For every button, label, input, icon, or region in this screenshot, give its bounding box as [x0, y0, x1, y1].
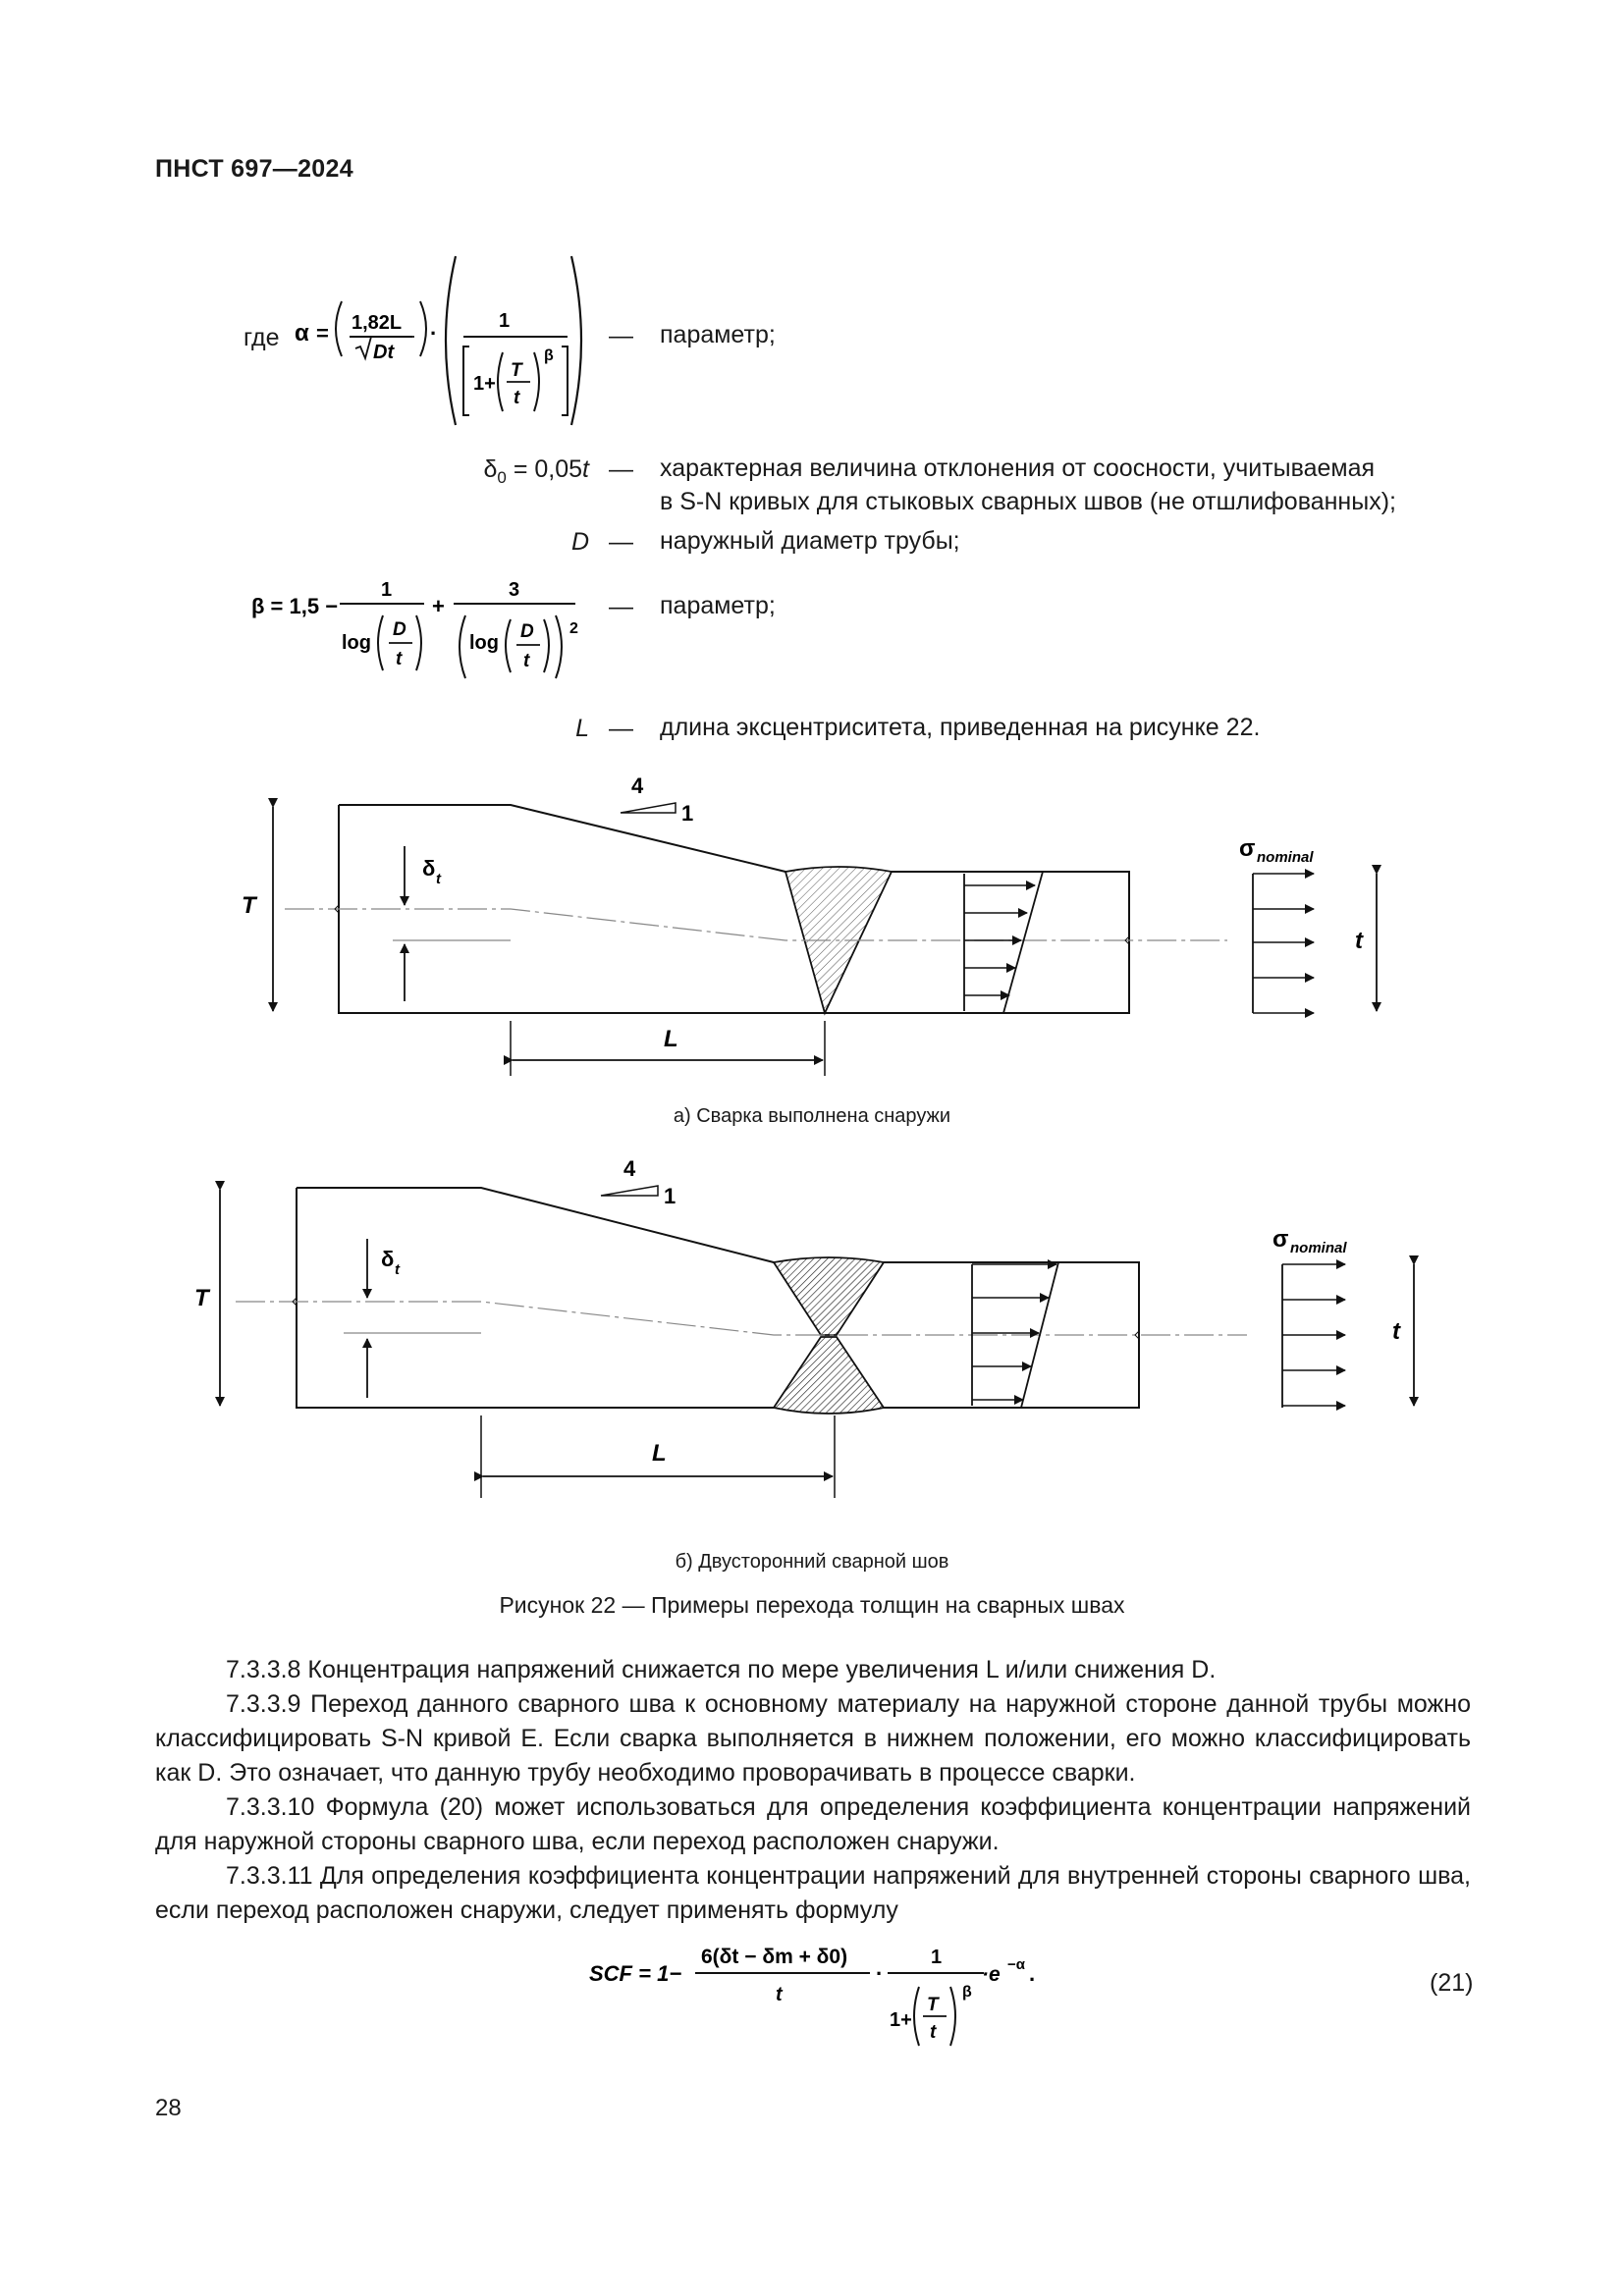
svg-text:T: T: [927, 1995, 939, 2015]
svg-text:t: t: [395, 1261, 400, 1278]
svg-text:β: β: [962, 1984, 972, 2001]
page-number: 28: [155, 2095, 182, 2121]
fig-b-weld-bottom: [774, 1337, 884, 1414]
figure-b-caption: б) Двусторонний сварной шов: [675, 1551, 949, 1573]
svg-text:log: log: [342, 632, 371, 654]
formula-21-number: (21): [1430, 1969, 1474, 1997]
formula-beta: [245, 574, 589, 692]
fig-b-t: t: [1392, 1318, 1400, 1345]
formula-21: [585, 1932, 1096, 2059]
para-7-3-3-9: 7.3.3.9 Переход данного сварного шва к основному материалу на наружной стороне данной трубы можно классифицировать S-N кривой E. Если сварка выполняется в нижнем положении, его можно классифицировать как D. Это означает, что данную трубу необходимо проворачивать в процессе сварки.: [155, 1690, 1471, 1787]
def-L-text: длина эксцентриситета, приведенная на рисунке 22.: [660, 714, 1261, 741]
figure-a-caption: а) Сварка выполнена снаружи: [673, 1105, 951, 1127]
svg-text:·: ·: [430, 321, 438, 346]
svg-text:1: 1: [381, 579, 393, 601]
fig-a-L: L: [664, 1026, 678, 1052]
svg-text:.: .: [1029, 1961, 1036, 1986]
def-delta0-text: характерная величина отклонения от соосности, учитываемая в S-N кривых для стыковых сварных швов (не отшлифованных);: [660, 454, 1396, 515]
svg-text:3: 3: [509, 579, 520, 601]
fig-a-t: t: [1355, 928, 1363, 954]
formula-alpha: [291, 250, 585, 437]
figure-22a: [0, 766, 1624, 1139]
para-7-3-3-11: 7.3.3.11 Для определения коэффициента концентрации напряжений для внутренней стороны сварного шва, если переход расположен снаружи, следует применять формулу: [155, 1862, 1471, 1924]
svg-text:t: t: [930, 2022, 937, 2043]
fig-b-sigma: σ: [1272, 1226, 1289, 1253]
fig-a-delta: δ: [422, 856, 436, 881]
document-header: ПНСТ 697—2024: [155, 155, 353, 183]
svg-text:2: 2: [569, 620, 578, 637]
svg-text:=: =: [316, 321, 329, 346]
where-label: где: [244, 324, 280, 351]
svg-text:β: β: [544, 347, 554, 364]
fig-b-weld-top: [774, 1257, 884, 1335]
def-L-symbol: L: [575, 715, 589, 742]
fig-a-slope-1: 1: [681, 801, 694, 826]
svg-text:t: t: [396, 649, 403, 669]
svg-text:+: +: [432, 594, 445, 618]
para-7-3-3-10: 7.3.3.10 Формула (20) может использоваться для определения коэффициента концентрации напряжений для наружной стороны сварного шва, если переход расположен снаружи.: [155, 1793, 1471, 1855]
def-alpha-text: параметр;: [660, 321, 776, 348]
svg-text:β = 1,5 −: β = 1,5 −: [251, 594, 339, 618]
svg-text:·e: ·e: [982, 1963, 1001, 1986]
svg-text:SCF = 1−: SCF = 1−: [589, 1961, 682, 1986]
svg-text:nominal: nominal: [1257, 849, 1314, 866]
def-D-text: наружный диаметр трубы;: [660, 527, 960, 555]
dash: —: [609, 322, 633, 349]
svg-text:1+: 1+: [890, 2009, 912, 2031]
figure-title: Рисунок 22 — Примеры перехода толщин на сварных швах: [499, 1592, 1125, 1618]
svg-text:D: D: [393, 619, 406, 640]
svg-text:−α: −α: [1007, 1956, 1025, 1973]
svg-text:t: t: [776, 1984, 783, 2005]
fig-b-L: L: [652, 1440, 667, 1467]
svg-text:t: t: [436, 871, 441, 887]
fig-b-slope-4: 4: [623, 1156, 636, 1181]
def-D-symbol: D: [570, 528, 589, 556]
svg-text:·: ·: [876, 1961, 884, 1986]
svg-text:1: 1: [931, 1947, 943, 1968]
svg-text:nominal: nominal: [1290, 1240, 1347, 1256]
body-text: [155, 1653, 1471, 1928]
svg-text:T: T: [511, 360, 522, 381]
def-delta0-symbol: $\delta_0 = 0,05t$: [483, 455, 589, 487]
svg-text:t: t: [523, 651, 530, 671]
svg-text:t: t: [514, 388, 520, 408]
fig-b-delta: δ: [381, 1247, 395, 1271]
alpha-num: 1: [499, 310, 511, 332]
svg-text:6(δt − δm + δ0): 6(δt − δm + δ0): [701, 1946, 848, 1968]
alpha-den: Dt: [373, 342, 395, 363]
fig-b-slope-1: 1: [664, 1184, 677, 1208]
def-beta-text: параметр;: [660, 592, 776, 619]
svg-text:log: log: [469, 632, 499, 654]
alpha-coef: 1,82L: [352, 312, 403, 334]
fig-a-sigma: σ: [1239, 835, 1256, 862]
fig-b-T: T: [194, 1285, 209, 1311]
figure-22b: [0, 1148, 1624, 1522]
alpha-symbol: α: [295, 320, 309, 347]
svg-text:D: D: [520, 621, 534, 642]
para-7-3-3-8: 7.3.3.8 Концентрация напряжений снижается по мере увеличения L и/или снижения D.: [226, 1656, 1217, 1683]
fig-a-slope-4: 4: [631, 774, 644, 798]
fig-a-T: T: [242, 892, 256, 919]
alpha-one: 1+: [473, 373, 496, 395]
